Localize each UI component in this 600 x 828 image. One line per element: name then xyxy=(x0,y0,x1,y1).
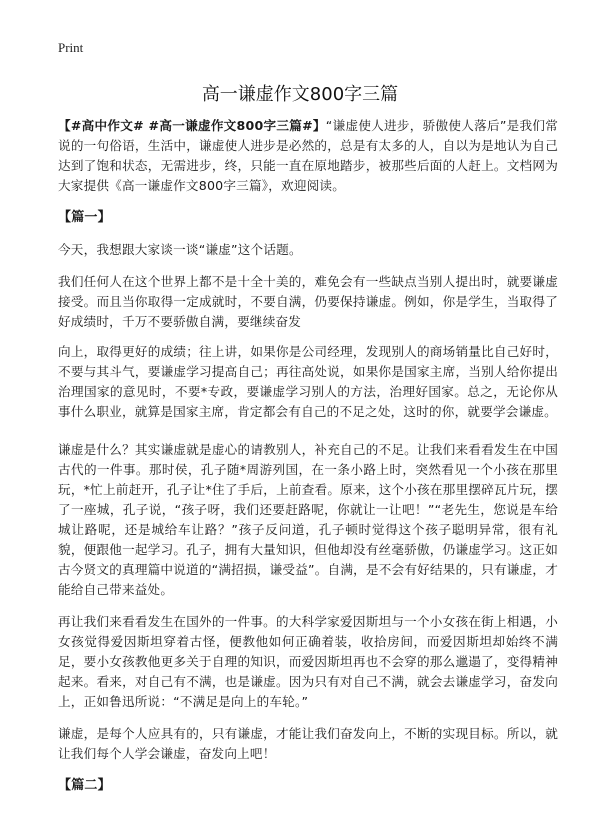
section-heading-1: 【篇一】 xyxy=(58,210,111,225)
intro-tags[interactable]: 【#高中作文# #高一谦虚作文800字三篇#】 xyxy=(58,118,326,133)
paragraph: 我们任何人在这个世界上都不是十全十美的，难免会有一些缺点当别人提出时，就要谦虚接受。而且当你取得一定成就时，不要自满，仍要保持谦虚。例如，你是学生，当取得了好成绩时，千万不要骄傲自满，要继续奋发 xyxy=(58,274,558,329)
intro-text: “谦虚使人进步，骄傲使人落后”是我们常说的一句俗语，生活中，谦虚使人进步是必然的，总是有太多的人，自以为是地认为自己达到了饱和状态，无需进步，终，只能一直在原地踏步，被那些后面的人赶上。文档网为大家提供《高一谦虚作文800字三篇》，欢迎阅读。 xyxy=(58,118,558,193)
article-title: 高一谦虚作文800字三篇 xyxy=(201,84,399,105)
article-body xyxy=(58,116,558,808)
intro-paragraph xyxy=(58,116,558,196)
paragraph: 向上，取得更好的成绩；往上讲，如果你是公司经理，发现别人的商场销量比自己好时，不要与其斗气，要谦虚学习提高自己；再往高处说，如果你是国家主席，当别人给你提出治理国家的意见时，不要*专政，要谦虚学习别人的方法，治理好国家。总之，无论你从事什么职业，就算是国家主席，肯定都会有自己的不足之处，这时的你，就要学会谦虚。 xyxy=(58,344,558,419)
paragraph: 谦虚，是每个人应具有的，只有谦虚，才能让我们奋发向上，不断的实现目标。所以，就让我们每个人学会谦虚，奋发向上吧！ xyxy=(58,726,558,761)
print-link[interactable]: Print xyxy=(58,40,84,55)
paragraph: 谦虚是什么？其实谦虚就是虚心的请教别人，补充自己的不足。让我们来看看发生在中国古代的一件事。那时侯，孔子随*周游列国，在一条小路上时，突然看见一个小孩在那里玩，*忙上前赶开，孔子让*住了手后，上前查看。原来，这个小孩在那里摆碎瓦片玩，摆了一座城，孔子说，“孩子呀，我们还要赶路呢，你就让一让吧！”“老先生，您说是车给城让路呢，还是城给车让路？”孩子反问道，孔子顿时觉得这个孩子聪明异常，很有礼貌，便跟他一起学习。孔子，拥有大量知识，但他却没有丝毫骄傲，仍谦虚学习。这正如古今贤文的真理篇中说道的“满招损，谦受益”。自满，是不会有好结果的，只有谦虚，才能给自己带来益处。 xyxy=(58,442,558,597)
paragraph: 今天，我想跟大家谈一谈“谦虚”这个话题。 xyxy=(58,242,302,257)
paragraph: 再让我们来看看发生在国外的一件事。的大科学家爱因斯坦与一个小女孩在街上相遇，小女孩觉得爱因斯坦穿着古怪，便教他如何正确着装，收拾房间，而爱因斯坦却始终不满足，要小女孩教他更多关于自理的知识，而爱因斯坦再也不会穿的那么邋遢了，变得精神起来。看来，对自己有不满，也是谦虚。因为只有对自己不满，就会去谦虚学习，奋发向上，正如鲁迅所说：“不满足是向上的车轮。” xyxy=(58,614,558,709)
section-heading-2: 【篇二】 xyxy=(58,778,111,793)
